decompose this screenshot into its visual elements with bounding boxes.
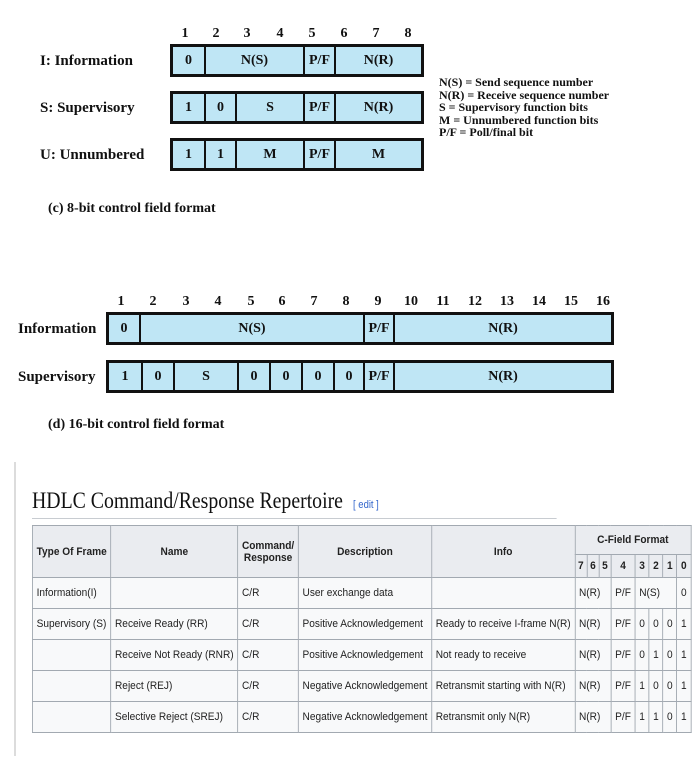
col-header-cfield: C-Field Format <box>575 526 691 555</box>
field-cell: 1 <box>185 99 192 115</box>
bit-header: 4 <box>611 555 635 578</box>
bit-number: 13 <box>500 294 514 309</box>
cell-c765: N(R) <box>575 702 611 733</box>
control-field-unnumbered-8 <box>170 138 424 171</box>
cell-c0: 1 <box>677 702 691 733</box>
legend <box>439 76 609 139</box>
cell-c0: 0 <box>677 578 691 609</box>
table-row <box>32 671 690 702</box>
field-cell: 1 <box>185 146 192 162</box>
bit-number: 5 <box>308 26 316 41</box>
cell-b2: 0 <box>649 671 663 702</box>
cell-name <box>111 578 238 609</box>
cell-c4: P/F <box>611 702 635 733</box>
cell-c4: P/F <box>611 578 635 609</box>
cell-cmd: C/R <box>238 640 299 671</box>
field-cell: P/F <box>363 315 393 342</box>
legend-item: N(R) = Receive sequence number <box>439 87 610 102</box>
field-cell: P/F <box>363 363 393 390</box>
cell-desc: Negative Acknowledgement <box>298 702 431 733</box>
col-header-cmd-line1: Command/ <box>241 539 295 552</box>
cell-b3: 1 <box>635 671 649 702</box>
bit-number: 12 <box>468 294 482 309</box>
bit-number: 9 <box>374 294 382 309</box>
col-header-cmd-line2: Response <box>243 551 293 564</box>
table-row <box>32 578 690 609</box>
cell-type: Supervisory (S) <box>32 609 110 640</box>
cell-b3: 1 <box>635 702 649 733</box>
cell-c4: P/F <box>611 609 635 640</box>
control-field-information-8 <box>170 44 424 77</box>
bit-number: 1 <box>117 294 125 309</box>
bit-number: 4 <box>276 26 284 41</box>
field-cell: P/F <box>303 141 334 168</box>
legend-item: N(S) = Send sequence number <box>439 75 594 89</box>
bit-number: 14 <box>532 294 546 309</box>
legend-item: S = Supervisory function bits <box>439 100 588 114</box>
bit-number: 8 <box>342 294 350 309</box>
row-label-supervisory: S: Supervisory <box>40 100 135 116</box>
field-cell: 1 <box>204 141 235 168</box>
legend-item: M = Unnumbered function bits <box>439 112 599 127</box>
cell-c0: 1 <box>677 609 691 640</box>
bit-number: 5 <box>247 294 255 309</box>
cell-c765: N(R) <box>575 671 611 702</box>
bit-number: 11 <box>436 294 450 309</box>
cell-name: Receive Ready (RR) <box>111 609 238 640</box>
field-cell: N(R) <box>334 47 421 74</box>
row-label-unnumbered: U: Unnumbered <box>40 147 145 163</box>
field-cell: N(R) <box>334 94 421 121</box>
cell-b1: 0 <box>663 702 677 733</box>
cell-desc: Negative Acknowledgement <box>298 671 431 702</box>
bit-number: 10 <box>404 294 418 309</box>
field-cell: N(S) <box>204 47 303 74</box>
cell-name: Selective Reject (SREJ) <box>111 702 238 733</box>
cell-type <box>32 702 110 733</box>
bit-number: 8 <box>404 26 412 41</box>
cell-c321: N(S) <box>635 578 677 609</box>
field-cell: P/F <box>303 47 334 74</box>
cell-c765: N(R) <box>575 578 611 609</box>
cell-info <box>432 578 575 609</box>
field-cell: N(R) <box>393 363 611 390</box>
cell-c4: P/F <box>611 671 635 702</box>
cell-cmd: C/R <box>238 671 299 702</box>
row-label-information-16: Information <box>18 321 97 337</box>
bit-number: 3 <box>243 26 251 41</box>
cell-desc: Positive Acknowledgement <box>298 609 431 640</box>
bit-number: 2 <box>212 26 220 41</box>
field-cell: M <box>235 141 303 168</box>
field-cell: S <box>235 94 303 121</box>
bit-number-row-16 <box>0 294 699 310</box>
field-cell: 1 <box>121 368 129 384</box>
cell-b3: 0 <box>635 640 649 671</box>
table-row <box>32 640 690 671</box>
cell-cmd: C/R <box>238 702 299 733</box>
bit-number: 7 <box>310 294 318 309</box>
field-cell: 0 <box>237 363 269 390</box>
cell-desc: User exchange data <box>298 578 431 609</box>
cell-name: Receive Not Ready (RNR) <box>111 640 238 671</box>
col-header-name: Name <box>111 526 238 578</box>
cell-b2: 1 <box>649 640 663 671</box>
bit-header: 7 <box>575 555 587 578</box>
cell-c0: 1 <box>677 640 691 671</box>
cell-info: Retransmit only N(R) <box>432 702 575 733</box>
cell-c0: 1 <box>677 671 691 702</box>
edit-link[interactable]: [ edit ] <box>353 499 379 511</box>
bit-number: 2 <box>149 294 157 309</box>
bit-header: 5 <box>599 555 611 578</box>
field-cell: 0 <box>204 94 235 121</box>
cell-b2: 0 <box>649 609 663 640</box>
cell-info: Not ready to receive <box>432 640 575 671</box>
field-cell: 0 <box>301 363 333 390</box>
cell-info: Ready to receive I-frame N(R) <box>432 609 575 640</box>
bit-number: 16 <box>596 294 610 309</box>
field-cell: N(S) <box>139 315 363 342</box>
field-cell: 0 <box>269 363 301 390</box>
cell-cmd: C/R <box>238 609 299 640</box>
field-cell: 0 <box>141 363 173 390</box>
field-cell: 0 <box>120 320 128 336</box>
bit-number: 4 <box>214 294 222 309</box>
row-label-information: I: Information <box>40 53 133 69</box>
cell-c4: P/F <box>611 640 635 671</box>
bit-number: 1 <box>181 26 189 41</box>
cell-type <box>32 671 110 702</box>
bit-number-row-8 <box>0 26 440 42</box>
cell-type <box>32 640 110 671</box>
figure-caption-8bit: (c) 8-bit control field format <box>48 201 216 216</box>
bit-header: 3 <box>635 555 649 578</box>
bit-number: 3 <box>182 294 190 309</box>
cell-b3: 0 <box>635 609 649 640</box>
section-heading <box>32 488 557 519</box>
cell-desc: Positive Acknowledgement <box>298 640 431 671</box>
hdlc-repertoire-table <box>32 525 691 733</box>
cell-c765: N(R) <box>575 609 611 640</box>
field-cell: 0 <box>333 363 363 390</box>
cell-info: Retransmit starting with N(R) <box>432 671 575 702</box>
table-row <box>32 609 690 640</box>
control-field-information-16 <box>106 312 614 345</box>
bit-number: 6 <box>340 26 348 41</box>
bit-header: 2 <box>649 555 663 578</box>
bit-number: 6 <box>278 294 286 309</box>
cell-type: Information(I) <box>32 578 110 609</box>
col-header-command-response <box>238 526 299 578</box>
control-field-supervisory-8 <box>170 91 424 124</box>
row-label-supervisory-16: Supervisory <box>18 369 96 385</box>
bit-header: 6 <box>587 555 599 578</box>
cell-b2: 1 <box>649 702 663 733</box>
bit-number: 15 <box>564 294 578 309</box>
field-cell: S <box>173 363 237 390</box>
field-cell: P/F <box>303 94 334 121</box>
field-cell: M <box>334 141 421 168</box>
cell-cmd: C/R <box>238 578 299 609</box>
col-header-info: Info <box>432 526 575 578</box>
bit-header: 1 <box>663 555 677 578</box>
left-border <box>14 462 16 756</box>
cell-name: Reject (REJ) <box>111 671 238 702</box>
field-cell: N(R) <box>393 315 611 342</box>
control-field-supervisory-16 <box>106 360 614 393</box>
cell-b1: 0 <box>663 609 677 640</box>
figure-caption-16bit: (d) 16-bit control field format <box>48 417 225 432</box>
legend-item: P/F = Poll/final bit <box>439 125 534 139</box>
cell-b1: 0 <box>663 640 677 671</box>
table-row <box>32 702 690 733</box>
cell-c765: N(R) <box>575 640 611 671</box>
field-cell: 0 <box>185 52 192 68</box>
bit-header: 0 <box>677 555 691 578</box>
bit-number: 7 <box>372 26 380 41</box>
col-header-type: Type Of Frame <box>32 526 110 578</box>
cell-b1: 0 <box>663 671 677 702</box>
section-title: HDLC Command/Response Repertoire <box>32 488 343 513</box>
col-header-description: Description <box>298 526 431 578</box>
